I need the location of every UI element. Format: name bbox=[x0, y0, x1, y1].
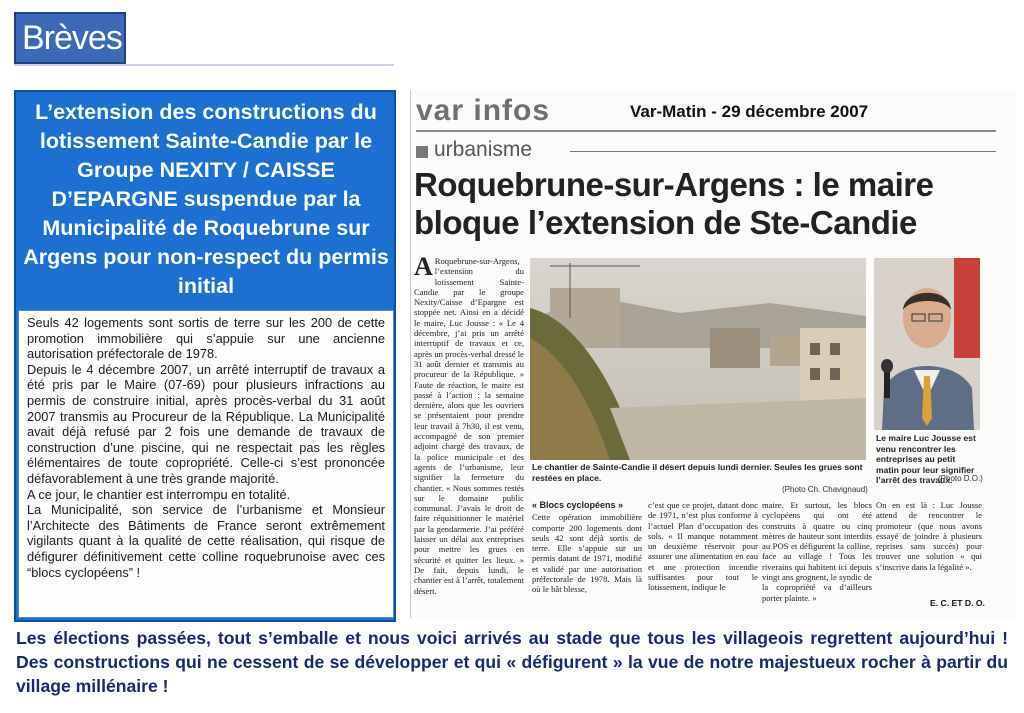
top-divider bbox=[14, 64, 394, 66]
left-paragraph: Depuis le 4 décembre 2007, un arrêté interruptif de travaux a été pris par le Maire (07-69) pour plusieurs infractions au permis de construire initial, après procès-verbal du 31 août 2007 transmis au Procureur de la République. La Municipalité avait déjà refusé par 2 fois une demande de travaux de construction d’une piscine, qui ne respectait pas les règles élémentaires de toute copropriété. Celle-ci s’est prononcée défavorablement à une très grande majorité. bbox=[27, 361, 385, 486]
left-paragraph: La Municipalité, son service de l’urbanisme et Monsieur l’Architecte des Bâtiments de France seront extrêmement vigilants quant à la qualité de cette réalisation, qui risque de défigurer définitivement cette colline roquebrunoise avec ces “blocs cyclopéens” ! bbox=[27, 502, 385, 580]
dropcap: A bbox=[414, 252, 433, 281]
article-column-3: c’est que ce projet, datant donc de 1971, n’est plus conforme à l’actuel Plan d’occupation des sols. « Il manque notamment un deuxième réservoir pour assurer une alimentation en eau et une protection incendie suffisantes pour tout le lotissement, indique le bbox=[648, 500, 758, 593]
mayor-photo bbox=[874, 258, 980, 430]
mayor-portrait-image bbox=[874, 258, 980, 430]
article-column-1 bbox=[414, 252, 524, 612]
photo1-caption: Le chantier de Sainte-Candie il désert depuis lundi dernier. Seules les grues sont restées en place. bbox=[532, 462, 863, 483]
left-paragraph: A ce jour, le chantier est interrompu en totalité. bbox=[27, 486, 291, 502]
column-2-text: Cette opération immobilière comporte 200 logements dont seuls 42 sont déjà sortis de terre. Elle s’appuie sur un permis datant de 1971, modifié et validé par une autorisation préfectorale de 1978. Mais là où le bât blesse, bbox=[532, 512, 642, 595]
photo1-credit: (Photo Ch. Chavignaud) bbox=[782, 485, 868, 494]
left-body bbox=[18, 310, 394, 618]
article-subhead: « Blocs cyclopéens » bbox=[532, 500, 624, 510]
article-column-5: On en est là : Luc Jousse attend de rencontrer le promoteur (que nous avons essayé de joindre à plusieurs reprises sans succès) pour trouver une solution « qui s’inscrive dans la légalité ». bbox=[876, 500, 982, 572]
article-signature: E. C. ET D. O. bbox=[930, 598, 985, 608]
photo2-caption: Le maire Luc Jousse est venu rencontrer les entreprises au petit matin pour leur signifier l’arrêt des travaux. bbox=[876, 433, 976, 485]
clip-rubric: var infos bbox=[416, 94, 551, 127]
article-column-4: maire. Et surtout, les blocs cyclopéens qui ont été construits à quatre ou cinq mètres de hauteur sont interdits au POS et défigurent la colline, face au village ! Tous les riverains qui habitent ici depuis vingt ans grognent, le syndic de la copropriété va d’ailleurs porter plainte. » bbox=[762, 500, 872, 603]
left-paragraph: Seuls 42 logements sont sortis de terre sur les 200 de cette promotion immobilière qui s’appuie sur une ancienne autorisation préfectorale de 1978. bbox=[27, 315, 385, 362]
construction-site-photo bbox=[530, 258, 866, 460]
breves-tag bbox=[14, 12, 126, 64]
construction-site-image bbox=[530, 258, 866, 460]
article-column-2 bbox=[532, 500, 642, 595]
clip-headline: Roquebrune-sur-Argens : le maire bloque l’extension de Ste-Candie bbox=[414, 166, 934, 241]
photo2-credit: (Photo D.O.) bbox=[938, 474, 983, 483]
clip-section: urbanisme bbox=[434, 138, 533, 161]
breves-label: Brèves bbox=[22, 19, 122, 57]
section-square-icon bbox=[416, 146, 428, 158]
clip-source-date: Var-Matin - 29 décembre 2007 bbox=[630, 102, 869, 121]
section-rule bbox=[570, 151, 996, 152]
footer-comment: Les élections passées, tout s’emballe et nous voici arrivés au stade que tous les villageois regrettent aujourd’hui ! Des constructions qui ne cessent de se développer et qui « défigurent » la vue de notre majestueux rocher à partir du village millénaire ! bbox=[16, 628, 1008, 696]
clip-rule bbox=[416, 130, 996, 132]
column-1-text: Roquebrune-sur-Argens, l’extension du lotissement Sainte-Candie par le groupe Nexity/Caisse d’Epargne est stoppée net. Ainsi en a décidé le maire, Luc Jousse : « Le 4 décembre, j’ai pris un arrêté interruptif de travaux et ce, après un procès-verbal dressé le 31 août dernier et transmis au procureur de la République. » Faute de réaction, le maire est passé à l’action : la semaine dernière, alors que les ouvriers se présentaient pour prendre leur travail à 7h30, il est venu, accompagné de son premier adjoint chargé des travaux, de la police municipale et des agents de l’urbanisme, leur signifier la fermeture du chantier. « Nous sommes restés sur le domaine public communal. J’avais le droit de faire réquisitionner le matériel par la gendarmerie. J’ai préféré laisser un délai aux entreprises pour mettre les grues en sécurité et quitter les lieux. » De fait, depuis lundi, le chantier est à l’arrêt, totalement désert. bbox=[414, 256, 524, 596]
left-headline: L’extension des constructions du lotissement Sainte-Candie par le Groupe NEXITY / CAISSE D’EPARGNE suspendue par la Municipalité de Roquebrune sur Argens pour non-respect du permis initial bbox=[18, 92, 394, 307]
